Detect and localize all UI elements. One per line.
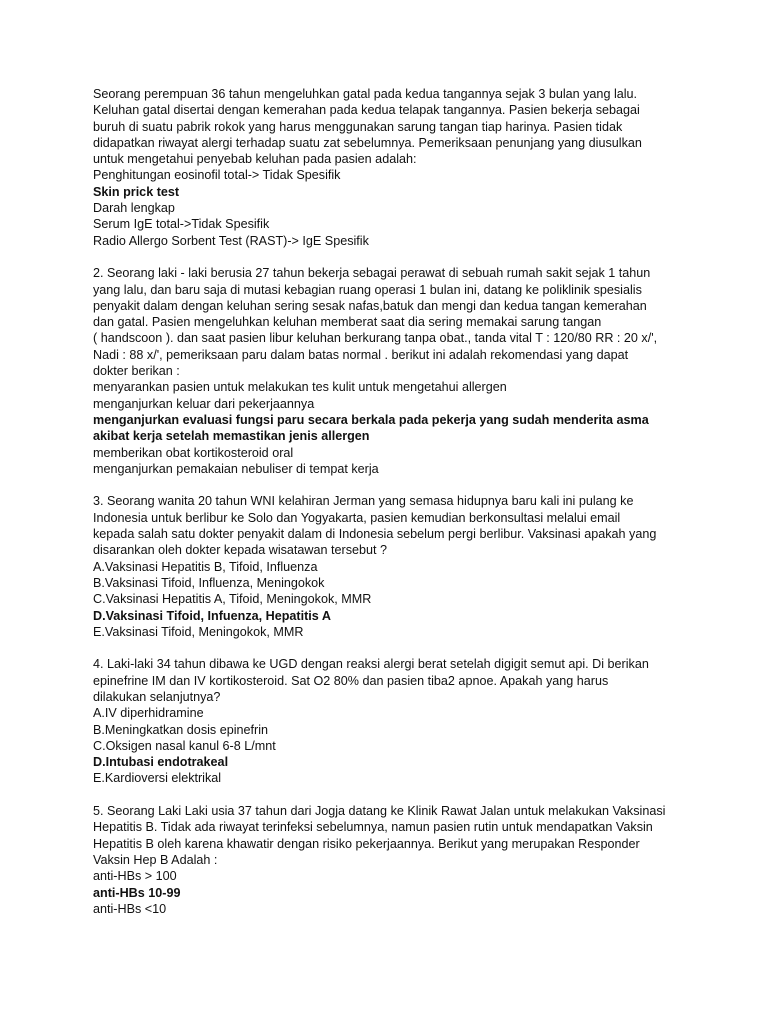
answer-option: menyarankan pasien untuk melakukan tes kulit untuk mengetahui allergen [93,380,507,395]
answer-option: E.Vaksinasi Tifoid, Meningokok, MMR [93,624,304,639]
document-page [93,86,693,933]
question-stem-line: kepada salah satu dokter penyakit dalam di Indonesia sebelum pergi berlibur. Vaksinasi apakah yang [93,527,657,542]
answer-option: B.Vaksinasi Tifoid, Influenza, Meningokok [93,575,325,590]
answer-option-correct: D.Intubasi endotrakeal [93,755,229,770]
answer-option-correct: akibat kerja setelah memastikan jenis allergen [93,429,370,444]
question-stem-line: 2. Seorang laki - laki berusia 27 tahun bekerja sebagai perawat di sebuah rumah sakit sejak 1 tahun [93,266,651,281]
question-stem-line: buruh di suatu pabrik rokok yang harus menggunakan sarung tangan tiap harinya. Pasien tidak [93,119,623,134]
answer-option-correct: anti-HBs 10-99 [93,885,181,900]
answer-option: E.Kardioversi elektrikal [93,771,222,786]
question-1 [93,86,693,249]
question-2 [93,265,693,477]
question-stem-line: ( handscoon ). dan saat pasien libur keluhan berkurang tanpa obat., tanda vital T : 120/80 RR : 20 x/', [93,331,658,346]
answer-option-correct: Skin prick test [93,184,180,199]
question-stem-line: 5. Seorang Laki Laki usia 37 tahun dari Jogja datang ke Klinik Rawat Jalan untuk melakukan Vaksinasi [93,804,666,819]
question-stem-line: Hepatitis B oleh karena khawatir dengan risiko pekerjaannya. Berikut yang merupakan Responder [93,836,640,851]
question-3 [93,493,693,640]
answer-option: anti-HBs > 100 [93,869,177,884]
answer-option: C.Oksigen nasal kanul 6-8 L/mnt [93,738,276,753]
answer-option: C.Vaksinasi Hepatitis A, Tifoid, Meningokok, MMR [93,592,372,607]
question-stem-line: didapatkan riwayat alergi terhadap suatu zat sebelumnya. Pemeriksaan penunjang yang diusulkan [93,135,642,150]
answer-option: A.Vaksinasi Hepatitis B, Tifoid, Influenza [93,559,318,574]
question-stem-line: Seorang perempuan 36 tahun mengeluhkan gatal pada kedua tangannya sejak 3 bulan yang lalu. [93,87,638,101]
question-stem-line: disarankan oleh dokter kepada wisatawan tersebut ? [93,543,388,558]
answer-option: Serum IgE total->Tidak Spesifik [93,217,270,232]
question-stem-line: Hepatitis B. Tidak ada riwayat terinfeksi sebelumnya, namun pasien rutin untuk mendapatkan Vaksin [93,820,653,835]
question-stem-line: dokter berikan : [93,364,180,379]
question-stem-line: Vaksin Hep B Adalah : [93,852,218,867]
answer-option: Penghitungan eosinofil total-> Tidak Spesifik [93,168,341,183]
answer-option: menganjurkan pemakaian nebuliser di tempat kerja [93,461,379,476]
question-stem-line: yang lalu, dan baru saja di mutasi kebagian ruang operasi 1 bulan ini, datang ke poliklinik spesialis [93,282,642,297]
question-stem-line: Indonesia untuk berlibur ke Solo dan Yogyakarta, pasien kemudian berkonsultasi melalui email [93,510,621,525]
question-stem-line: Keluhan gatal disertai dengan kemerahan pada kedua telapak tangannya. Pasien bekerja sebagai [93,103,640,118]
question-stem-line: untuk mengetahui penyebab keluhan pada pasien adalah: [93,152,417,167]
answer-option-correct: menganjurkan evaluasi fungsi paru secara berkala pada pekerja yang sudah menderita asma [93,412,649,427]
question-stem-line: epinefrine IM dan IV kortikosteroid. Sat O2 80% dan pasien tiba2 apnoe. Apakah yang harus [93,673,609,688]
question-stem-line: dan gatal. Pasien mengeluhkan keluhan memberat saat dia sering memakai sarung tangan [93,315,602,330]
answer-option: anti-HBs <10 [93,901,167,916]
answer-option: B.Meningkatkan dosis epinefrin [93,722,269,737]
question-stem-line: 4. Laki-laki 34 tahun dibawa ke UGD dengan reaksi alergi berat setelah digigit semut api. Di berikan [93,657,649,672]
answer-option: memberikan obat kortikosteroid oral [93,445,294,460]
question-stem-line: 3. Seorang wanita 20 tahun WNI kelahiran Jerman yang semasa hidupnya baru kali ini pulang ke [93,494,634,509]
answer-option: Radio Allergo Sorbent Test (RAST)-> IgE Spesifik [93,233,369,248]
answer-option: menganjurkan keluar dari pekerjaannya [93,396,315,411]
question-4 [93,656,693,786]
question-stem-line: Nadi : 88 x/', pemeriksaan paru dalam batas normal . berikut ini adalah rekomendasi yang dapat [93,347,629,362]
answer-option: Darah lengkap [93,201,175,216]
question-5 [93,803,693,917]
answer-option-correct: D.Vaksinasi Tifoid, Infuenza, Hepatitis A [93,608,331,623]
question-stem-line: dilakukan selanjutnya? [93,689,221,704]
question-stem-line: penyakit dalam dengan keluhan sering sesak nafas,batuk dan mengi dan kedua tangan kemerahan [93,298,647,313]
answer-option: A.IV diperhidramine [93,706,204,721]
